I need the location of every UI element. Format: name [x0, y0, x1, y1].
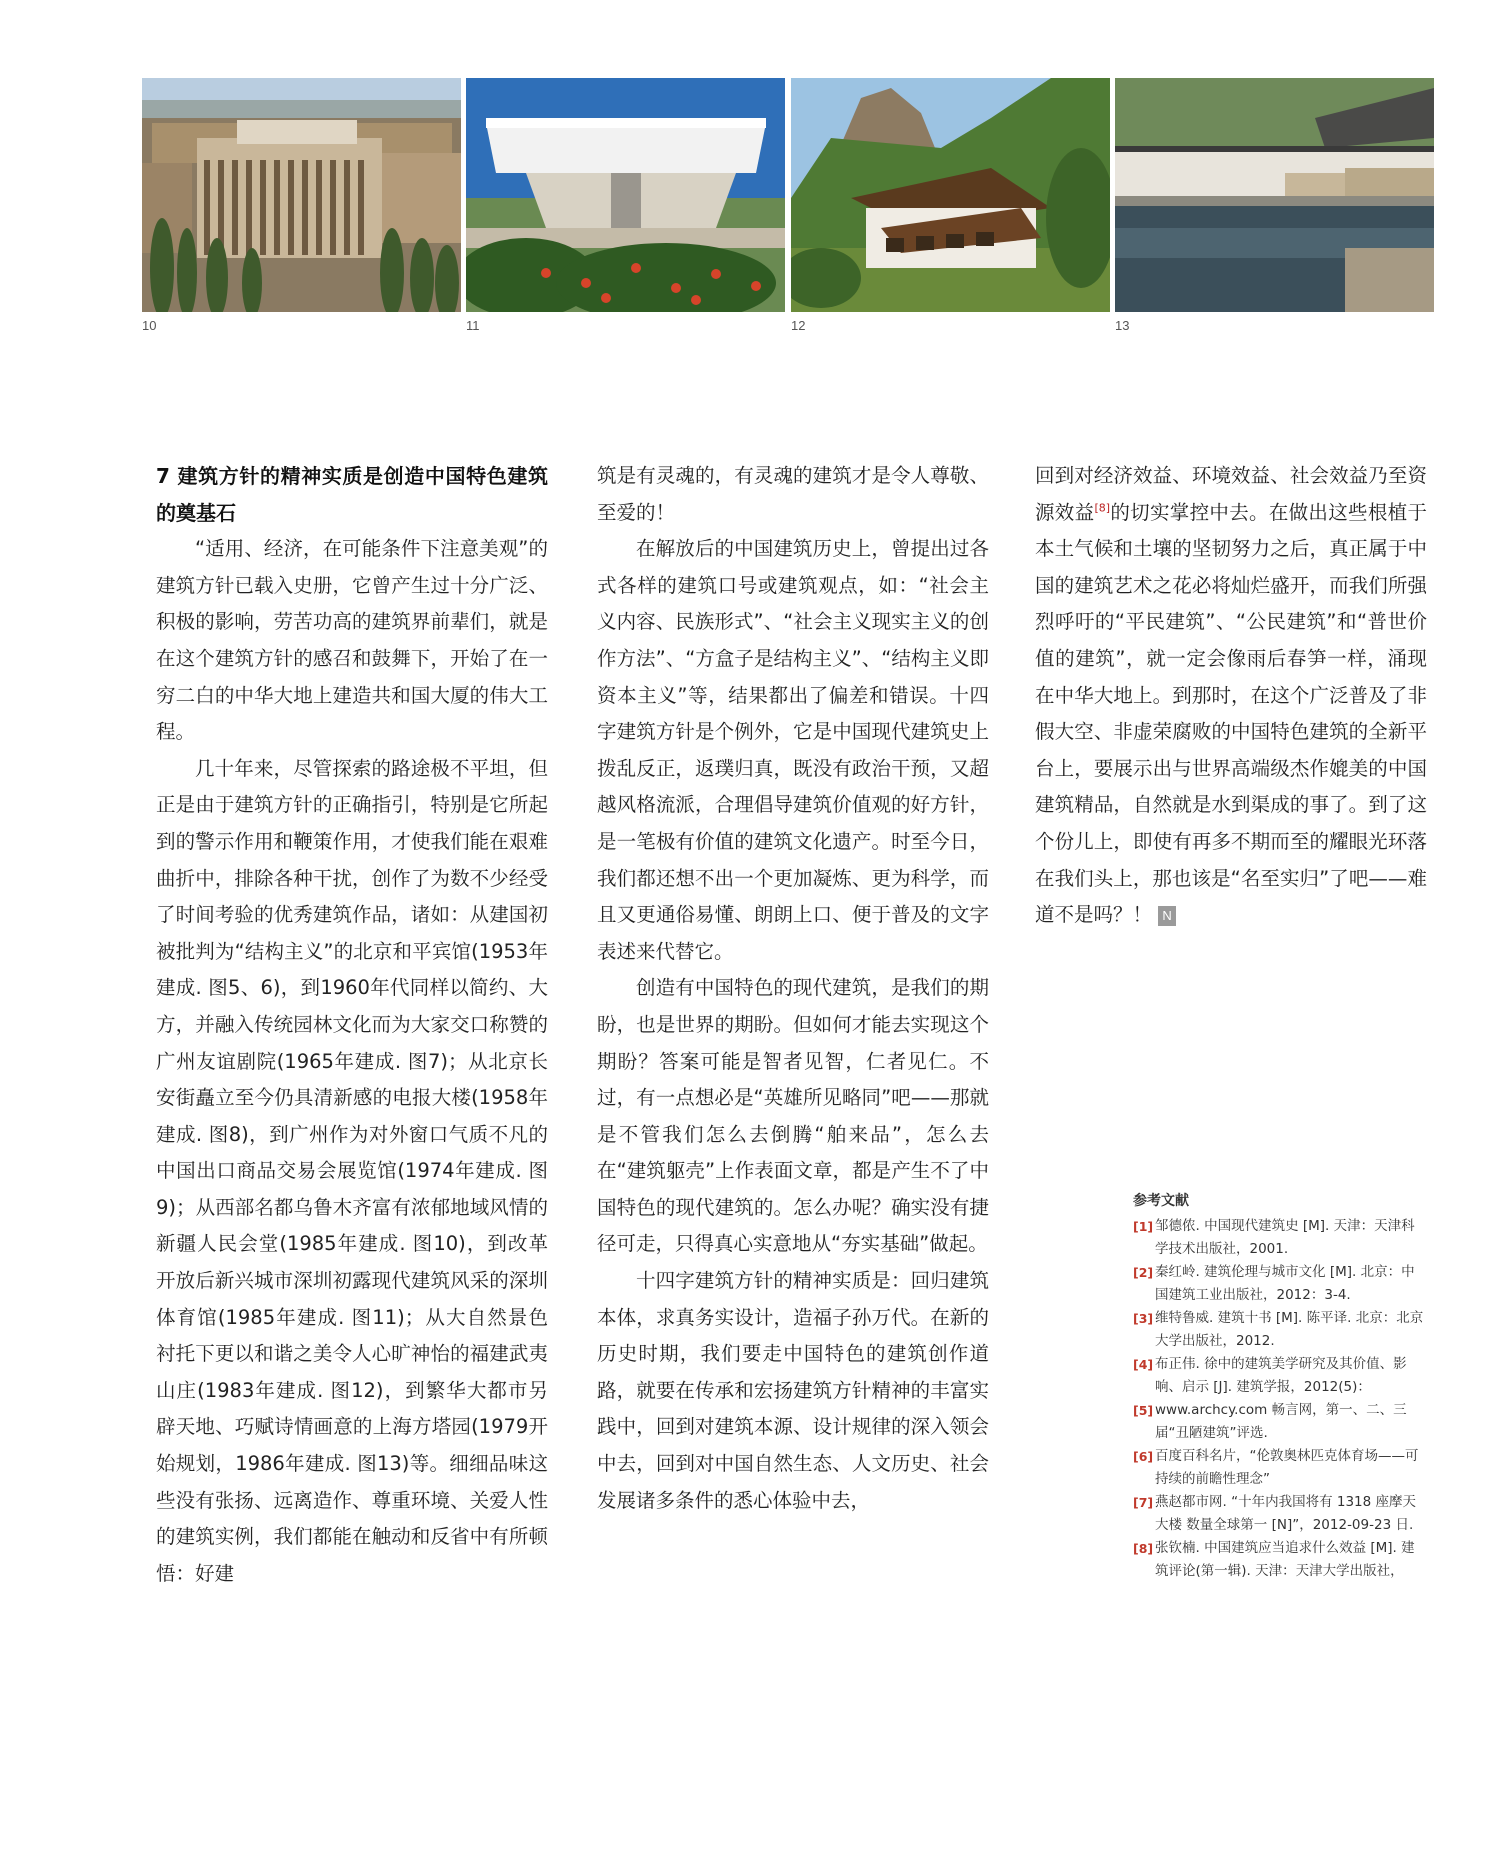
paragraph: “适用、经济，在可能条件下注意美观”的建筑方针已载入史册，它曾产生过十分广泛、积极的影响，劳苦功高的建筑界前辈们，就是在这个建筑方针的感召和鼓舞下，开始了在一穷二白的中华大地上建造共和国大厦的伟大工程。 — [156, 537, 548, 744]
article-column-1 — [156, 458, 548, 1592]
paragraph: 十四字建筑方针的精神实质是：回归建筑本体，求真务实设计，造福子孙万代。在新的历史时期，我们要走中国特色的建筑创作道路，就要在传承和宏扬建筑方针精神的丰富实践中，回到对建筑本源、设计规律的深入领会中去，回到对中国自然生态、人文历史、社会发展诸多条件的悉心体验中去， — [597, 1269, 989, 1512]
figure-13-caption: 13 — [1115, 318, 1130, 333]
reference-item — [1133, 1261, 1425, 1307]
article-column-3 — [1035, 458, 1427, 934]
references-title: 参考文献 — [1133, 1193, 1189, 1209]
figure-10-photo — [142, 78, 461, 312]
reference-number: [6] — [1133, 1449, 1154, 1464]
reference-text: 张钦楠. 中国建筑应当追求什么效益 [M]. 建筑评论(第一辑). 天津：天津大学出版社， — [1155, 1540, 1415, 1579]
reference-text: www.archcy.com 畅言网，第一、二、三届“丑陋建筑”评选. — [1155, 1402, 1407, 1441]
reference-text: 百度百科名片，“伦敦奥林匹克体育场——可持续的前瞻性理念” — [1155, 1448, 1419, 1487]
figure-10-caption: 10 — [142, 318, 157, 333]
reference-number: [4] — [1133, 1357, 1154, 1372]
reference-text: 维特鲁威. 建筑十书 [M]. 陈平译. 北京：北京大学出版社，2012. — [1155, 1310, 1424, 1349]
figure-12-photo — [791, 78, 1110, 312]
paragraph-text: 回到对经济效益、环境效益、社会效益乃至资源效益 — [1035, 464, 1427, 524]
reference-number: [1] — [1133, 1219, 1154, 1234]
paragraph: 几十年来，尽管探索的路途极不平坦，但正是由于建筑方针的正确指引，特别是它所起到的警示作用和鞭策作用，才使我们能在艰难曲折中，排除各种干扰，创作了为数不少经受了时间考验的优秀建筑作品，诸如：从建国初被批判为“结构主义”的北京和平宾馆(1953年建成. 图5、6)，到1960年代同样以简约、大方，并融入传统园林文化而为大家交口称赞的广州友谊剧院(1965年建成. 图7)；从北京长安街矗立至今仍具清新感的电报大楼(1958年建成. 图8)，到广州作为对外窗口气质不凡的中国出口商品交易会展览馆(1974年建成. 图9)；从西部名都乌鲁木齐富有浓郁地域风情的新疆人民会堂(1985年建成. 图10)，到改革开放后新兴城市深圳初露现代建筑风采的深圳体育馆(1985年建成. 图11)；从大自然景色衬托下更以和谐之美令人心旷神怡的福建武夷山庄(1983年建成. 图12)，到繁华大都市另辟天地、巧赋诗情画意的上海方塔园(1979开始规划，1986年建成. 图13)等。细细品味这些没有张扬、远离造作、尊重环境、关爱人性的建筑实例，我们都能在触动和反省中有所顿悟：好建 — [156, 756, 548, 1585]
figure-11-photo — [466, 78, 785, 312]
paragraph: 在解放后的中国建筑历史上，曾提出过各式各样的建筑口号或建筑观点，如：“社会主义内容、民族形式”、“社会主义现实主义的创作方法”、“方盒子是结构主义”、“结构主义即资本主义”等，结果都出了偏差和错误。十四字建筑方针是个例外，它是中国现代建筑史上拨乱反正，返璞归真，既没有政治干预，又超越风格流派，合理倡导建筑价值观的好方针，是一笔极有价值的建筑文化遗产。时至今日，我们都还想不出一个更加凝炼、更为科学，而且又更通俗易懂、朗朗上口、便于普及的文字表述来代替它。 — [597, 537, 989, 963]
figure-13-photo — [1115, 78, 1434, 312]
references-block — [1133, 1190, 1425, 1583]
paragraph: 筑是有灵魂的，有灵魂的建筑才是令人尊敬、至爱的！ — [597, 464, 989, 524]
reference-text: 秦红岭. 建筑伦理与城市文化 [M]. 北京：中国建筑工业出版社，2012：3-4. — [1155, 1264, 1415, 1303]
figure-12-caption: 12 — [791, 318, 806, 333]
photo-fangta-garden-icon — [1115, 78, 1434, 312]
end-mark-icon: N — [1158, 906, 1176, 926]
reference-item — [1133, 1445, 1425, 1491]
reference-item — [1133, 1491, 1425, 1537]
reference-item — [1133, 1537, 1425, 1583]
photo-wuyishan-villa-icon — [791, 78, 1110, 312]
reference-number: [5] — [1133, 1403, 1154, 1418]
footnote-marker: [8] — [1094, 501, 1111, 515]
reference-number: [2] — [1133, 1265, 1154, 1280]
reference-text: 邹德侬. 中国现代建筑史 [M]. 天津：天津科学技术出版社，2001. — [1155, 1218, 1415, 1257]
reference-text: 布正伟. 徐中的建筑美学研究及其价值、影响、启示 [J]. 建筑学报，2012(5)： — [1155, 1356, 1407, 1395]
reference-number: [8] — [1133, 1541, 1154, 1556]
figure-11-caption: 11 — [466, 318, 480, 333]
article-column-2 — [597, 458, 989, 1519]
reference-number: [3] — [1133, 1311, 1154, 1326]
reference-item — [1133, 1215, 1425, 1261]
photo-shenzhen-gymnasium-icon — [466, 78, 785, 312]
reference-text: 燕赵都市网. “十年内我国将有 1318 座摩天大楼 数量全球第一 [N]”，2012-09-23 日. — [1155, 1494, 1417, 1533]
paragraph: 创造有中国特色的现代建筑，是我们的期盼，也是世界的期盼。但如何才能去实现这个期盼？答案可能是智者见智，仁者见仁。不过，有一点想必是“英雄所见略同”吧——那就是不管我们怎么去倒腾“舶来品”，怎么去在“建筑躯壳”上作表面文章，都是产生不了中国特色的现代建筑的。怎么办呢？确实没有捷径可走，只得真心实意地从“夯实基础”做起。 — [597, 976, 989, 1256]
paragraph-text: 的切实掌控中去。在做出这些根植于本土气候和土壤的坚韧努力之后，真正属于中国的建筑艺术之花必将灿烂盛开，而我们所强烈呼吁的“平民建筑”、“公民建筑”和“普世价值的建筑”，就一定会像雨后春笋一样，涌现在中华大地上。到那时，在这个广泛普及了非假大空、非虚荣腐败的中国特色建筑的全新平台上，要展示出与世界高端级杰作媲美的中国建筑精品，自然就是水到渠成的事了。到了这个份儿上，即使有再多不期而至的耀眼光环落在我们头上，那也该是“名至实归”了吧——难道不是吗？！ — [1035, 500, 1427, 927]
photo-xinjiang-peoples-hall-icon — [142, 78, 461, 312]
reference-item — [1133, 1307, 1425, 1353]
reference-item — [1133, 1353, 1425, 1399]
section-heading: 7 建筑方针的精神实质是创造中国特色建筑的奠基石 — [156, 464, 548, 525]
reference-item — [1133, 1399, 1425, 1445]
paragraph — [1035, 458, 1427, 934]
reference-number: [7] — [1133, 1495, 1154, 1510]
